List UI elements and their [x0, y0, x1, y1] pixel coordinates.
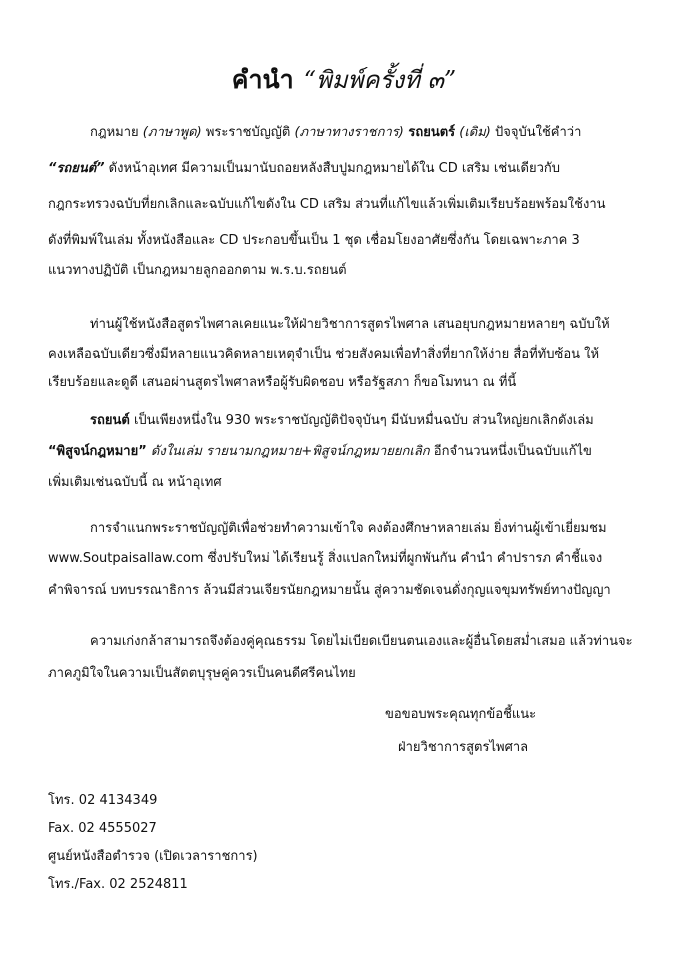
- paragraph-1-line-5: [48, 262, 347, 280]
- paragraph-1-line-1: [90, 124, 581, 142]
- text-segment: ปัจจุบันใช้คำว่า: [490, 125, 582, 140]
- text-segment-bold: รถยนต์: [90, 413, 130, 428]
- paragraph-4-line-3: [48, 582, 611, 600]
- contact-fax: Fax. 02 4555027: [48, 821, 157, 836]
- contact-phone: โทร. 02 4134349: [48, 793, 158, 808]
- text-segment-italic: (เดิม): [455, 125, 491, 140]
- text-segment: การจำแนกพระราชบัญญัติเพื่อช่วยทำความเข้าใจ คงต้องศึกษาหลายเล่ม ยิ่งท่านผู้เข้าเยี่ยมชม: [90, 521, 607, 536]
- text-segment: ซึ่งปรับใหม่ ได้เรียนรู้ สิ่งแปลกใหม่ที่ผูกพันกัน คำนำ คำปรารภ คำชี้แจง: [203, 551, 603, 566]
- text-segment: เป็นเพียงหนึ่งใน 930 พระราชบัญญัติปัจจุบันๆ มีนับหมื่นฉบับ ส่วนใหญ่ยกเลิกดังเล่ม: [129, 413, 594, 428]
- text-segment: แนวทางปฏิบัติ เป็นกฎหมายลูกออกตาม พ.ร.บ.รถยนต์: [48, 263, 347, 278]
- contact-bookstore: ศูนย์หนังสือตำรวจ (เปิดเวลาราชการ): [48, 849, 258, 864]
- text-segment: อีกจำนวนหนึ่งเป็นฉบับแก้ไข: [429, 444, 592, 459]
- text-segment: คงเหลือฉบับเดียวซึ่งมีหลายแนวคิดหลายเหตุจำเป็น ช่วยสังคมเพื่อทำสิ่งที่ยากให้ง่าย สื่อที่ทับซ้อน ให้: [48, 347, 600, 362]
- text-segment: กฎหมาย: [90, 125, 143, 140]
- signature-department: ฝ่ายวิชาการสูตรไพศาล: [398, 740, 529, 755]
- website-link[interactable]: www.Soutpaisallaw.com: [48, 551, 204, 566]
- text-segment-italic: ดังในเล่ม รายนามกฎหมาย+พิสูจน์กฎหมายยกเลิก: [146, 444, 430, 459]
- paragraph-1-line-4: [48, 232, 580, 250]
- paragraph-4-line-2: [48, 550, 602, 568]
- text-segment-bold-italic: “รถยนต์”: [48, 161, 105, 176]
- paragraph-2-line-2: [48, 346, 599, 364]
- paragraph-3-line-1: [90, 412, 594, 430]
- text-segment: เรียบร้อยและดูดี เสนอผ่านสูตรไพศาลหรือผู้รับผิดชอบ หรือรัฐสภา ก็ขอโมทนา ณ ที่นี้: [48, 375, 517, 390]
- text-segment: กฎกระทรวงฉบับที่ยกเลิกและฉบับแก้ไขดังใน CD เสริม ส่วนที่แก้ไขแล้วเพิ่มเติมเรียบร้อยพร้อมใช้งาน: [48, 197, 606, 212]
- title-main: คำนำ: [231, 65, 294, 94]
- text-segment-bold: รถยนตร์: [403, 125, 456, 140]
- contact-phone-fax: โทร./Fax. 02 2524811: [48, 877, 188, 892]
- text-segment: คำพิจารณ์ บทบรรณาธิการ ล้วนมีส่วนเจียรนัยกฎหมายนั้น สู่ความชัดเจนดั่งกุญแจขุมทรัพย์ทางปัญญา: [48, 583, 611, 598]
- paragraph-5-line-2: [48, 665, 356, 683]
- paragraph-3-line-2: [48, 443, 592, 461]
- text-segment: ท่านผู้ใช้หนังสือสูตรไพศาลเคยแนะให้ฝ่ายวิชาการสูตรไพศาล เสนอยุบกฎหมายหลายๆ ฉบับให้: [90, 317, 610, 332]
- paragraph-4-line-1: [90, 520, 607, 538]
- paragraph-2-line-3: [48, 374, 516, 392]
- text-segment-italic: (ภาษาพูด): [142, 125, 202, 140]
- page-title: [0, 62, 688, 98]
- text-segment-italic: (ภาษาทางราชการ): [294, 125, 404, 140]
- signature-thanks: ขอขอบพระคุณทุกข้อชี้แนะ: [385, 707, 537, 722]
- paragraph-2-line-1: [90, 316, 610, 334]
- text-segment: ความเก่งกล้าสามารถจึงต้องคู่คุณธรรม โดยไม่เบียดเบียนตนเองและผู้อื่นโดยสม่ำเสมอ แล้วท่านจะ: [90, 634, 633, 649]
- text-segment: ดังที่พิมพ์ในเล่ม ทั้งหนังสือและ CD ประกอบขึ้นเป็น 1 ชุด เชื่อมโยงอาศัยซึ่งกัน โดยเฉพาะภาค 3: [48, 233, 580, 248]
- paragraph-1-line-3: [48, 196, 606, 214]
- title-edition: “พิมพ์ครั้งที่ ๓”: [303, 66, 457, 94]
- paragraph-3-line-3: [48, 474, 222, 492]
- text-segment: เพิ่มเติมเช่นฉบับนี้ ณ หน้าอุเทศ: [48, 475, 222, 490]
- text-segment: พระราชบัญญัติ: [201, 125, 295, 140]
- text-segment: ดังหน้าอุเทศ มีความเป็นมานับถอยหลังสืบปูมกฎหมายได้ใน CD เสริม เช่นเดียวกับ: [104, 161, 561, 176]
- text-segment-bold: “พิสูจน์กฎหมาย”: [48, 444, 147, 459]
- paragraph-5-line-1: [90, 633, 633, 651]
- text-segment: ภาคภูมิใจในความเป็นสัตตบุรุษคู่ควรเป็นคนดีศรีคนไทย: [48, 666, 356, 681]
- paragraph-1-line-2: [48, 160, 560, 178]
